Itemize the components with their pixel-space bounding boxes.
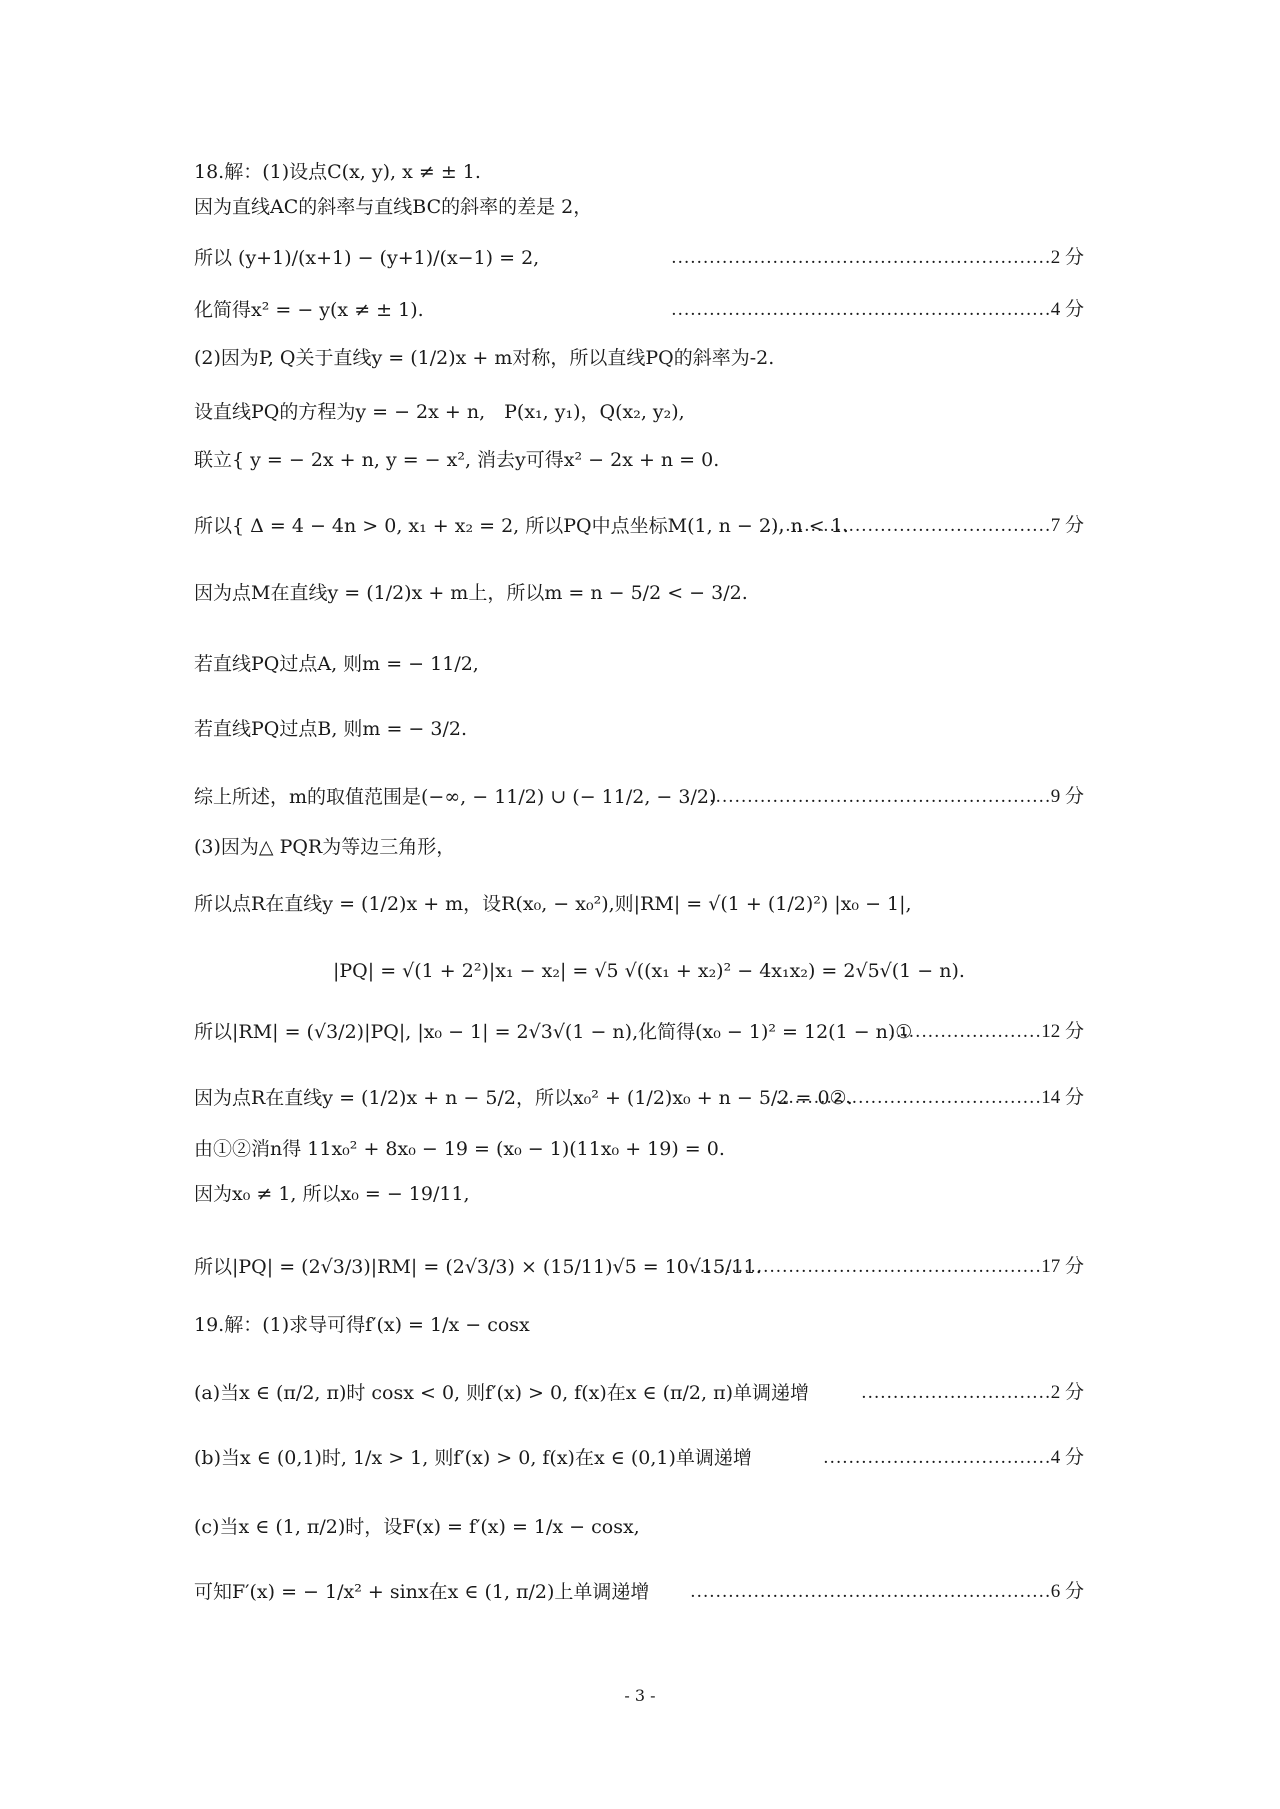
score-marker: ………………………………………………9 分 — [708, 786, 1084, 807]
line-text: (2)因为P, Q关于直线y = (1/2)x + m对称，所以直线PQ的斜率为-2. — [194, 347, 775, 369]
score-marker: ……………………………………………………4 分 — [670, 299, 1084, 320]
line-text: 所以{ Δ = 4 − 4n > 0, x₁ + x₂ = 2, 所以PQ中点坐标M(1, n − 2), n < 1. — [194, 515, 849, 537]
line-text: 因为x₀ ≠ 1, 所以x₀ = − 19/11, — [194, 1183, 470, 1205]
text-line — [194, 1020, 1084, 1044]
text-line — [194, 652, 1084, 676]
score-marker: ……………………………………………………2 分 — [670, 247, 1084, 268]
text-line — [194, 160, 1084, 184]
text-line — [333, 959, 1223, 983]
line-text: 若直线PQ过点A, 则m = − 11/2, — [194, 653, 479, 675]
line-text: 因为点R在直线y = (1/2)x + n − 5/2，所以x₀² + (1/2)x₀ + n − 5/2 = 0②. — [194, 1087, 853, 1109]
text-line — [194, 1182, 1084, 1206]
score-marker: ………………………………………………17 分 — [699, 1256, 1084, 1277]
score-marker: ………………………………………7 分 — [765, 515, 1084, 536]
text-line — [194, 1580, 1084, 1604]
text-line — [194, 448, 1084, 472]
score-marker: …………………………2 分 — [860, 1382, 1084, 1403]
text-line — [194, 1255, 1084, 1279]
line-text: 由①②消n得 11x₀² + 8x₀ − 19 = (x₀ − 1)(11x₀ + 19) = 0. — [194, 1138, 725, 1160]
text-line — [194, 400, 1084, 424]
score-marker: …………………………………………………6 分 — [689, 1581, 1084, 1602]
text-line — [194, 195, 1084, 219]
text-line — [194, 514, 1084, 538]
score-marker: ……………………12 分 — [889, 1021, 1084, 1042]
line-text: 化简得x² = − y(x ≠ ± 1). — [194, 299, 424, 321]
page-number: - 3 - — [624, 1686, 656, 1705]
line-text: 所以|PQ| = (2√3/3)|RM| = (2√3/3) × (15/11)√5 = 10√15/11. — [194, 1256, 762, 1278]
line-text: (3)因为△ PQR为等边三角形， — [194, 836, 456, 858]
text-line — [194, 581, 1084, 605]
text-line — [194, 1446, 1084, 1470]
text-line — [194, 1137, 1084, 1161]
line-text: 因为点M在直线y = (1/2)x + m上，所以m = n − 5/2 < − 3/2. — [194, 582, 748, 604]
line-text: (c)当x ∈ (1, π/2)时，设F(x) = f′(x) = 1/x − cosx, — [194, 1516, 640, 1538]
text-line — [194, 298, 1084, 322]
line-text: 设直线PQ的方程为y = − 2x + n, P(x₁, y₁)，Q(x₂, y₂), — [194, 401, 685, 423]
line-text: 因为直线AC的斜率与直线BC的斜率的差是 2， — [194, 196, 593, 218]
text-line — [194, 785, 1084, 809]
text-line — [194, 1515, 1084, 1539]
line-text: 所以 (y+1)/(x+1) − (y+1)/(x−1) = 2, — [194, 247, 540, 269]
text-line — [194, 246, 1084, 270]
text-line — [194, 346, 1084, 370]
line-text: (a)当x ∈ (π/2, π)时 cosx < 0, 则f′(x) > 0, f(x)在x ∈ (π/2, π)单调递增 — [194, 1382, 809, 1404]
line-text: (b)当x ∈ (0,1)时, 1/x > 1, 则f′(x) > 0, f(x)在x ∈ (0,1)单调递增 — [194, 1447, 752, 1469]
line-text: 所以点R在直线y = (1/2)x + m，设R(x₀, − x₀²),则|RM| = √(1 + (1/2)²) |x₀ − 1|, — [194, 893, 912, 915]
line-text: 联立{ y = − 2x + n, y = − x², 消去y可得x² − 2x + n = 0. — [194, 449, 720, 471]
line-text: 可知F′(x) = − 1/x² + sinx在x ∈ (1, π/2)上单调递增 — [194, 1581, 650, 1603]
text-line — [194, 1086, 1084, 1110]
line-text: 若直线PQ过点B, 则m = − 3/2. — [194, 718, 467, 740]
score-marker: ………………………………4 分 — [822, 1447, 1084, 1468]
text-line — [194, 892, 1084, 916]
text-line — [194, 1381, 1084, 1405]
score-marker: ……………………………………14 分 — [775, 1087, 1084, 1108]
line-text: 18.解：(1)设点C(x, y), x ≠ ± 1. — [194, 161, 481, 183]
text-line — [194, 835, 1084, 859]
text-line — [194, 717, 1084, 741]
line-text: 所以|RM| = (√3/2)|PQ|, |x₀ − 1| = 2√3√(1 − n),化简得(x₀ − 1)² = 12(1 − n)① — [194, 1021, 913, 1043]
line-text: 19.解：(1)求导可得f′(x) = 1/x − cosx — [194, 1314, 530, 1336]
line-text: |PQ| = √(1 + 2²)|x₁ − x₂| = √5 √((x₁ + x₂)² − 4x₁x₂) = 2√5√(1 − n). — [333, 960, 965, 982]
text-line — [194, 1313, 1084, 1337]
line-text: 综上所述，m的取值范围是(−∞, − 11/2) ∪ (− 11/2, − 3/2) — [194, 786, 717, 808]
